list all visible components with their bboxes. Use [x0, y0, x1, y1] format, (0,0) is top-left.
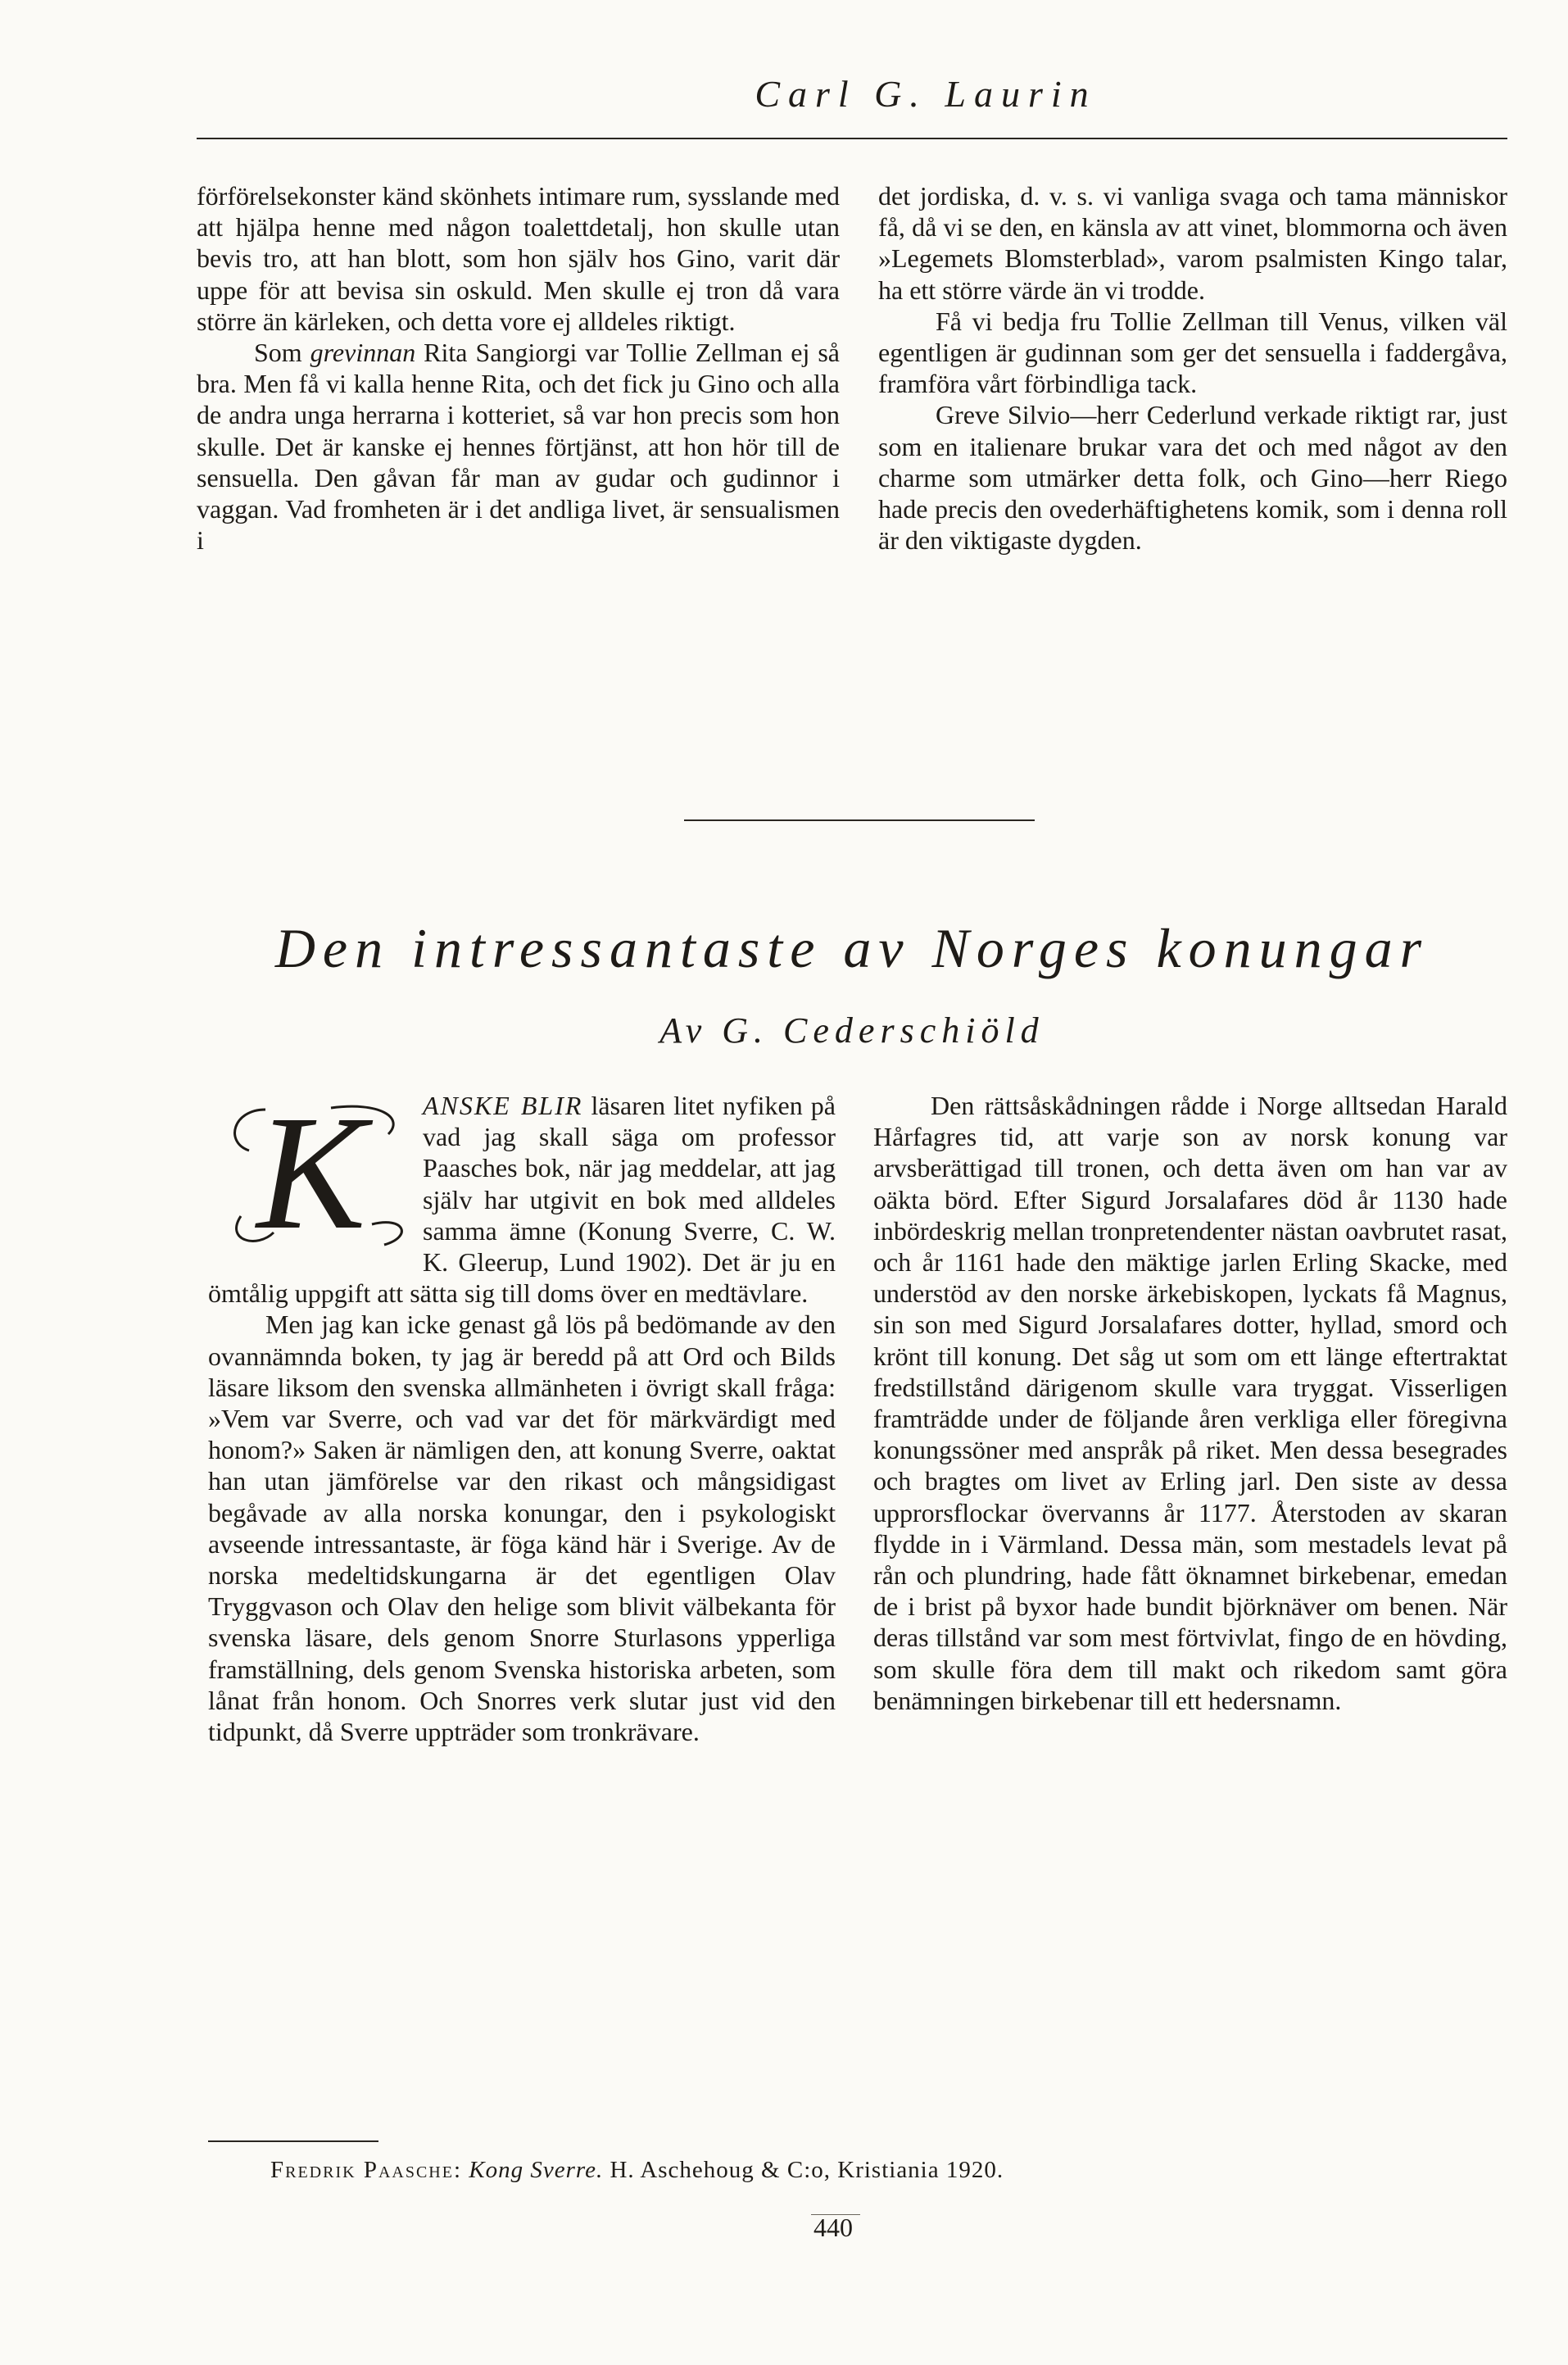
top-left-column [197, 180, 840, 556]
paragraph: Greve Silvio—herr Cederlund verkade riktigt rar, just som en italienare brukar vara det och med något av den charme som utmärker detta folk, och Gino—herr Riego hade precis den ovederhäftighetens komik, som i denna roll är den viktigaste dygden. [878, 400, 1507, 556]
footnote-publisher: H. Aschehoug & C:o, Kristiania 1920. [603, 2157, 1004, 2183]
paragraph [208, 1083, 836, 1309]
article-left-column [208, 1083, 836, 1747]
footnote-author: Fredrik Paasche: [270, 2157, 463, 2183]
article-right-column [873, 1090, 1507, 1716]
article-title: Den intressantaste av Norges konungar [274, 917, 1430, 979]
section-divider [684, 819, 1035, 821]
text-run: läsaren litet nyfiken på vad jag skall säga om professor Paasches bok, när jag meddelar, att jag själv har utgivit en bok med alldeles samma ämne (Konung Sverre, C. W. K. Gleerup, Lund 1902). Det är ju en ömtålig uppgift att sätta sig till doms över en medtävlare. [208, 1091, 836, 1309]
emphasis: grevinnan [310, 338, 416, 368]
footnote-book-title: Kong Sverre. [469, 2157, 604, 2183]
text-run: Rita Sangiorgi var Tollie Zellman ej så bra. Men få vi kalla henne Rita, och det fick ju Gino och alla de andra unga herrarna i kotteriet, så var hon precis som hon skulle. Det är kanske ej hennes förtjänst, att hon hör till de sensuella. Den gåvan får man av gudar och gudinnor i vaggan. Vad fromheten är i det andliga livet, är sensualismen i [197, 338, 841, 556]
page-number: 440 [813, 2213, 853, 2242]
byline: Av G. Cederschiöld [659, 1010, 1045, 1051]
paragraph [197, 337, 840, 556]
paragraph: Den rättsåskådningen rådde i Norge alltsedan Harald Hårfagres tid, att varje son av norsk konung var arvsberättigad till tronen, och detta även om han var av oäkta börd. Efter Sigurd Jorsalafares död år 1130 hade inbördeskrig mellan tronpretendenter nästan oavbrutet rasat, och år 1161 hade den mäktige jarlen Erling Skacke, med understöd av den norske ärkebiskopen, lyckats få Magnus, sin son med Sigurd Jorsalafares dotter, hyllad, smord och krönt till konung. Det såg ut som om ett länge eftertraktat fredstillstånd därigenom skulle vara tryggat. Visserligen framträdde under de följande åren verkliga eller föregivna konungssöner med anspråk på riket. Men dessa besegrades och bragtes om livet av Erling jarl. Den siste av dessa upprorsflockar övervanns år 1177. Återstoden av skaran flydde in i Värmland. Dessa män, som mestadels levat på rån och plundring, hade fått öknamnet birkebenar, emedan de i brist på byxor hade bundit björknäver om benen. När deras tillstånd var som mest förtvivlat, fingo de en hövding, som skulle föra dem till makt och rikedom samt göra benämningen birkebenar till ett hedersnamn. [873, 1091, 1507, 1715]
paragraph: Men jag kan icke genast gå lös på bedömande av den ovannämnda boken, ty jag är beredd på att Ord och Bilds läsare liksom den svenska allmänheten i övrigt skall fråga: »Vem var Sverre, och vad var det för märkvärdigt med honom?» Saken är nämligen den, att konung Sverre, oaktat han utan jämförelse var den rikast och mångsidigast begåvade av alla norska konungar, den i psykologiskt avseende intressantaste, är föga känd här i Sverige. Av de norska medeltidskungarna är det egentligen Olav Tryggvason och Olav den helige som blivit välbekanta för svenska läsare, dels genom Snorre Sturlasons ypperliga framställning, dels genom Svenska historiska arbeten, som lånat från honom. Och Snorres verk slutar just vid den tidpunkt, då Sverre uppträder som tronkrävare. [208, 1310, 836, 1747]
top-right-column [878, 180, 1507, 556]
paragraph: det jordiska, d. v. s. vi vanliga svaga och tama människor få, då vi se den, en känsla av att vinet, blommorna och även »Legemets Blomsterblad», varom psalmisten Kingo talar, ha ett större värde än vi trodde. [878, 181, 1507, 305]
paragraph: förförelsekonster känd skönhets intimare rum, sysslande med att hjälpa henne med någon toalettdetalj, hon skulle utan bevis tro, att han blott, som hon själv hos Gino, varit där uppe för att bevisa sin oskuld. Men skulle ej tron då vara större än kärleken, och detta vore ej alldeles riktigt. [197, 181, 840, 336]
header-rule [197, 138, 1507, 139]
lead-words: ANSKE BLIR [423, 1091, 583, 1120]
drop-cap [208, 1083, 415, 1264]
footnote [270, 2157, 1499, 2184]
paragraph: Få vi bedja fru Tollie Zellman till Venus, vilken väl egentligen är gudinnan som ger det sensuella i faddergåva, framföra vårt förbindliga tack. [878, 306, 1507, 399]
footnote-rule [208, 2140, 378, 2142]
running-head: Carl G. Laurin [755, 73, 1097, 115]
drop-cap-letter: K [256, 1083, 366, 1264]
text-run: Som [254, 338, 310, 368]
